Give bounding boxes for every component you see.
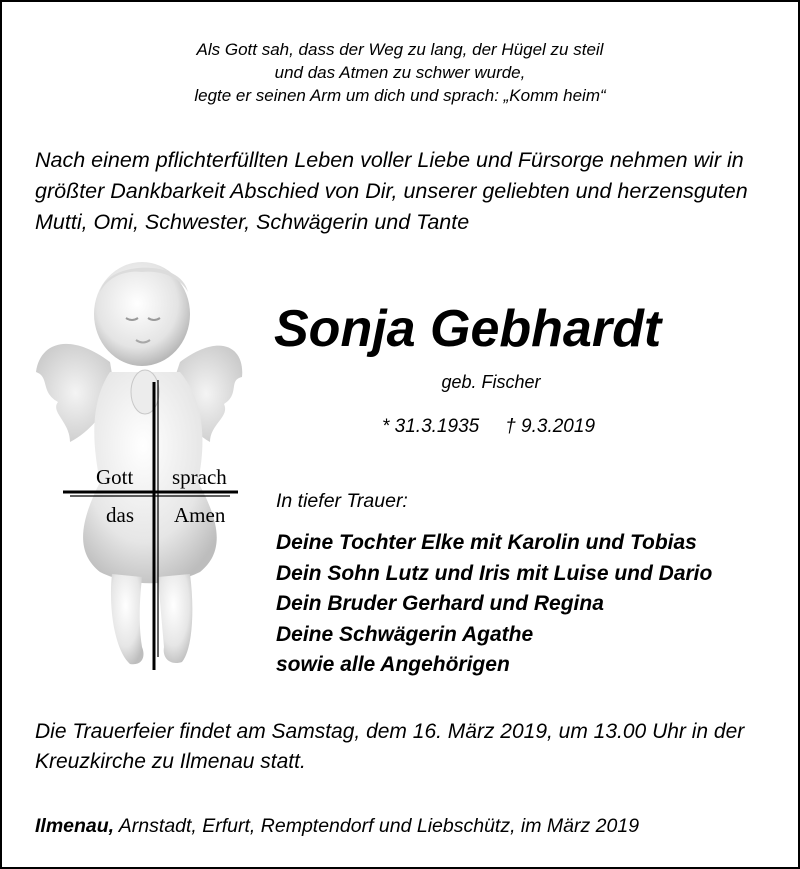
maiden-name: geb. Fischer — [441, 372, 541, 392]
cross-word-top-right: sprach — [172, 465, 227, 489]
place-rest: Arnstadt, Erfurt, Remptendorf und Liebschütz, im März 2019 — [114, 815, 640, 837]
mourner-line: Deine Schwägerin Agathe — [276, 622, 534, 646]
intro-line: Mutti, Omi, Schwester, Schwägerin und Tante — [35, 210, 470, 234]
mourning-heading: In tiefer Trauer: — [276, 490, 408, 512]
funeral-service-info — [35, 717, 785, 777]
life-dates — [382, 414, 595, 440]
cross-word-bottom-left: das — [106, 503, 134, 527]
poem — [2, 38, 798, 107]
mourner-line: Dein Bruder Gerhard und Regina — [276, 592, 604, 615]
deceased-name: Sonja Gebhardt — [274, 300, 662, 358]
service-line: Kreuzkirche zu Ilmenau statt. — [35, 750, 306, 773]
cross-word-top-left: Gott — [96, 465, 134, 489]
poem-line: Als Gott sah, dass der Weg zu lang, der Hügel zu steil — [196, 40, 604, 59]
death-date: † 9.3.2019 — [505, 416, 596, 437]
service-line: Die Trauerfeier findet am Samstag, dem 16. März 2019, um 13.00 Uhr in der — [35, 720, 745, 743]
place-and-date — [35, 813, 639, 839]
cross-word-bottom-right: Amen — [174, 503, 226, 527]
mourner-line: sowie alle Angehörigen — [276, 653, 510, 676]
intro-text — [35, 145, 785, 238]
mourner-line: Dein Sohn Lutz und Iris mit Luise und Dario — [276, 561, 713, 585]
place-city: Ilmenau, — [35, 815, 115, 837]
angel-cross-graphic — [30, 252, 250, 682]
angel-with-cross-image — [30, 252, 250, 682]
poem-line: legte er seinen Arm um dich und sprach: „Komm heim“ — [194, 86, 606, 105]
mourner-line: Deine Tochter Elke mit Karolin und Tobias — [276, 531, 697, 554]
poem-line: und das Atmen zu schwer wurde, — [274, 63, 526, 82]
intro-line: Nach einem pflichterfüllten Leben voller Liebe und Fürsorge nehmen wir in — [35, 148, 744, 172]
birth-date: * 31.3.1935 — [382, 416, 480, 437]
intro-line: größter Dankbarkeit Abschied von Dir, unserer geliebten und herzensguten — [35, 179, 748, 203]
mourners-list — [276, 528, 712, 681]
